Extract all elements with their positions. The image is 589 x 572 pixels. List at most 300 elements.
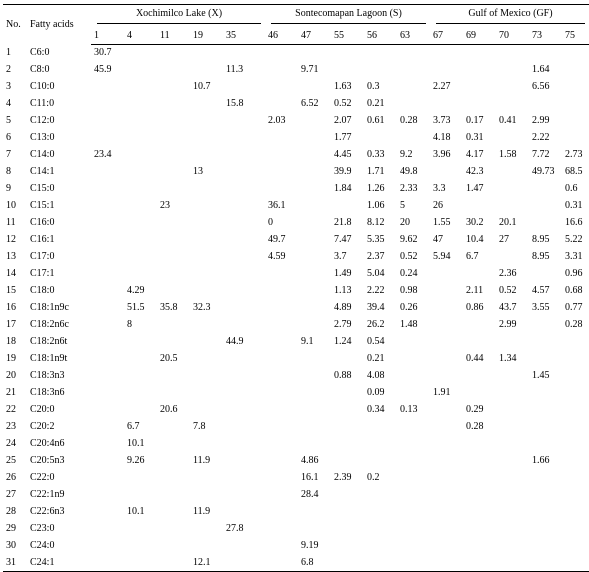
value-cell xyxy=(529,402,562,419)
column-header: 75 xyxy=(562,27,589,45)
value-cell xyxy=(529,45,562,62)
value-cell: 9.19 xyxy=(301,540,319,551)
value-cell: 1.71 xyxy=(367,166,385,177)
column-header: 4 xyxy=(124,27,157,45)
value-cell xyxy=(91,334,124,351)
value-cell xyxy=(223,198,265,215)
value-cell: 49.8 xyxy=(400,166,418,177)
value-cell: 2.73 xyxy=(565,149,583,160)
fatty-acid-name: C22:1n9 xyxy=(30,489,65,500)
fatty-acid-name: C18:0 xyxy=(30,285,55,296)
value-cell xyxy=(298,198,331,215)
value-cell: 6.7 xyxy=(466,251,479,262)
value-cell xyxy=(397,555,430,572)
table-row xyxy=(3,130,589,147)
value-cell xyxy=(190,538,223,555)
value-cell: 5.94 xyxy=(433,251,451,262)
value-cell xyxy=(190,487,223,504)
value-cell xyxy=(298,351,331,368)
value-cell xyxy=(529,555,562,572)
table-row xyxy=(3,317,589,334)
value-cell xyxy=(463,45,496,62)
value-cell xyxy=(265,351,298,368)
value-cell xyxy=(397,487,430,504)
value-cell xyxy=(124,181,157,198)
value-cell xyxy=(298,385,331,402)
group-header-sontecomapan xyxy=(265,5,430,28)
column-header: 55 xyxy=(331,27,364,45)
value-cell xyxy=(190,266,223,283)
value-cell xyxy=(223,130,265,147)
fatty-acid-name: C22:6n3 xyxy=(30,506,65,517)
value-cell xyxy=(496,368,529,385)
row-number: 26 xyxy=(6,472,16,483)
value-cell xyxy=(91,96,124,113)
value-cell: 0.54 xyxy=(367,336,385,347)
value-cell: 2.33 xyxy=(400,183,418,194)
row-number: 31 xyxy=(3,555,26,572)
value-cell: 0.88 xyxy=(334,370,352,381)
table-body xyxy=(3,45,589,572)
value-cell xyxy=(190,283,223,300)
value-cell: 42.3 xyxy=(466,166,484,177)
value-cell xyxy=(529,181,562,198)
value-cell: 1.91 xyxy=(433,387,451,398)
fatty-acid-name: C11:0 xyxy=(30,98,55,109)
value-cell: 1.47 xyxy=(466,183,484,194)
value-cell: 0.34 xyxy=(367,404,385,415)
value-cell xyxy=(124,266,157,283)
value-cell xyxy=(331,521,364,538)
value-cell: 20.6 xyxy=(160,404,178,415)
value-cell xyxy=(496,164,529,181)
value-cell xyxy=(529,334,562,351)
value-cell xyxy=(430,419,463,436)
value-cell: 1.06 xyxy=(367,200,385,211)
row-number: 9 xyxy=(6,183,11,194)
value-cell xyxy=(364,487,397,504)
value-cell xyxy=(397,453,430,470)
value-cell xyxy=(157,79,190,96)
fatty-acid-name: C17:0 xyxy=(30,251,55,262)
value-cell xyxy=(265,300,298,317)
value-cell xyxy=(397,130,430,147)
table-row xyxy=(3,555,589,572)
value-cell xyxy=(430,487,463,504)
value-cell xyxy=(157,419,190,436)
row-number: 21 xyxy=(6,387,16,398)
value-cell xyxy=(430,521,463,538)
value-cell xyxy=(562,470,589,487)
value-cell xyxy=(463,79,496,96)
value-cell xyxy=(562,130,589,147)
value-cell xyxy=(298,521,331,538)
row-number: 13 xyxy=(6,251,16,262)
value-cell: 6.8 xyxy=(298,555,331,572)
value-cell: 0.44 xyxy=(466,353,484,364)
value-cell xyxy=(298,504,331,521)
value-cell: 7.8 xyxy=(193,421,206,432)
row-number: 11 xyxy=(6,217,16,228)
value-cell xyxy=(190,249,223,266)
value-cell xyxy=(157,504,190,521)
column-header: 1 xyxy=(91,27,124,45)
value-cell xyxy=(430,538,463,555)
value-cell: 0.29 xyxy=(466,404,484,415)
value-cell xyxy=(331,62,364,79)
table-row xyxy=(3,419,589,436)
value-cell xyxy=(124,334,157,351)
value-cell xyxy=(562,334,589,351)
fatty-acid-name: C6:0 xyxy=(30,47,50,58)
value-cell xyxy=(124,487,157,504)
fatty-acid-name: C16:0 xyxy=(30,217,55,228)
value-cell xyxy=(364,419,397,436)
value-cell xyxy=(562,436,589,453)
value-cell xyxy=(223,504,265,521)
value-cell: 45.9 xyxy=(94,64,112,75)
value-cell: 9.62 xyxy=(400,234,418,245)
row-number: 14 xyxy=(6,268,16,279)
value-cell: 2.39 xyxy=(334,472,352,483)
value-cell: 4.57 xyxy=(532,285,550,296)
value-cell xyxy=(496,79,529,96)
value-cell xyxy=(397,470,430,487)
value-cell xyxy=(223,402,265,419)
value-cell: 0.68 xyxy=(565,285,583,296)
fatty-acid-name: C10:0 xyxy=(30,81,55,92)
value-cell xyxy=(265,487,298,504)
table-row xyxy=(3,351,589,368)
value-cell: 0.33 xyxy=(367,149,385,160)
value-cell xyxy=(430,504,463,521)
value-cell: 68.5 xyxy=(565,166,583,177)
value-cell xyxy=(223,555,265,572)
value-cell xyxy=(298,368,331,385)
value-cell xyxy=(298,164,331,181)
value-cell xyxy=(223,249,265,266)
value-cell: 11.3 xyxy=(226,64,244,75)
value-cell: 8.95 xyxy=(532,234,550,245)
value-cell xyxy=(364,521,397,538)
value-cell xyxy=(496,249,529,266)
value-cell xyxy=(91,368,124,385)
value-cell: 0.31 xyxy=(466,132,484,143)
value-cell xyxy=(223,317,265,334)
value-cell xyxy=(298,402,331,419)
table-row xyxy=(3,368,589,385)
value-cell: 8.95 xyxy=(532,251,550,262)
value-cell xyxy=(157,45,190,62)
value-cell xyxy=(157,521,190,538)
value-cell: 0.52 xyxy=(499,285,517,296)
value-cell xyxy=(496,538,529,555)
value-cell xyxy=(124,164,157,181)
value-cell xyxy=(223,368,265,385)
value-cell xyxy=(496,487,529,504)
value-cell: 3.7 xyxy=(334,251,347,262)
value-cell xyxy=(190,402,223,419)
value-cell: 3.55 xyxy=(532,302,550,313)
value-cell xyxy=(298,45,331,62)
value-cell xyxy=(265,521,298,538)
value-cell xyxy=(157,130,190,147)
row-number: 15 xyxy=(6,285,16,296)
value-cell: 3.3 xyxy=(433,183,446,194)
value-cell xyxy=(91,436,124,453)
group-header-xochimilco xyxy=(91,5,265,28)
value-cell xyxy=(562,521,589,538)
value-cell: 10.4 xyxy=(466,234,484,245)
value-cell xyxy=(265,368,298,385)
table-row xyxy=(3,538,589,555)
value-cell xyxy=(463,96,496,113)
value-cell xyxy=(529,96,562,113)
value-cell xyxy=(223,45,265,62)
value-cell xyxy=(265,504,298,521)
value-cell xyxy=(496,453,529,470)
table-row xyxy=(3,487,589,504)
value-cell: 15.8 xyxy=(226,98,244,109)
value-cell: 7.47 xyxy=(334,234,352,245)
row-number: 30 xyxy=(6,540,16,551)
value-cell xyxy=(562,385,589,402)
fatty-acid-name: C18:1n9c xyxy=(30,302,69,313)
value-cell xyxy=(157,147,190,164)
value-cell xyxy=(124,62,157,79)
value-cell xyxy=(91,487,124,504)
value-cell xyxy=(91,555,124,572)
value-cell xyxy=(190,62,223,79)
value-cell xyxy=(223,266,265,283)
fatty-acid-name: C18:3n3 xyxy=(30,370,65,381)
value-cell xyxy=(265,436,298,453)
column-header: 47 xyxy=(298,27,331,45)
column-header: 46 xyxy=(265,27,298,45)
value-cell: 1.66 xyxy=(532,455,550,466)
value-cell xyxy=(190,232,223,249)
value-cell: 0.28 xyxy=(400,115,418,126)
value-cell: 0 xyxy=(268,217,273,228)
value-cell xyxy=(124,538,157,555)
value-cell xyxy=(463,385,496,402)
value-cell: 3.73 xyxy=(433,115,451,126)
value-cell xyxy=(331,487,364,504)
value-cell xyxy=(157,317,190,334)
value-cell xyxy=(265,538,298,555)
value-cell xyxy=(91,385,124,402)
value-cell xyxy=(529,504,562,521)
value-cell xyxy=(397,351,430,368)
value-cell xyxy=(190,130,223,147)
value-cell xyxy=(331,453,364,470)
value-cell xyxy=(331,555,364,572)
value-cell: 8.12 xyxy=(367,217,385,228)
table-row xyxy=(3,470,589,487)
value-cell xyxy=(496,96,529,113)
value-cell xyxy=(397,436,430,453)
row-number: 19 xyxy=(6,353,16,364)
fatty-acid-name: C13:0 xyxy=(30,132,55,143)
value-cell xyxy=(562,351,589,368)
value-cell xyxy=(124,113,157,130)
value-cell xyxy=(496,504,529,521)
value-cell xyxy=(91,232,124,249)
value-cell xyxy=(562,368,589,385)
table-row xyxy=(3,402,589,419)
value-cell: 1.48 xyxy=(400,319,418,330)
value-cell xyxy=(223,453,265,470)
value-cell xyxy=(463,436,496,453)
value-cell: 1.84 xyxy=(334,183,352,194)
value-cell xyxy=(190,215,223,232)
value-cell: 0.31 xyxy=(565,200,583,211)
value-cell xyxy=(265,402,298,419)
value-cell xyxy=(124,79,157,96)
value-cell xyxy=(529,487,562,504)
value-cell xyxy=(496,555,529,572)
table-header xyxy=(3,5,589,45)
table-row xyxy=(3,385,589,402)
value-cell xyxy=(331,402,364,419)
value-cell xyxy=(529,470,562,487)
value-cell: 11.9 xyxy=(193,506,211,517)
value-cell: 6.7 xyxy=(127,421,140,432)
value-cell: 1.63 xyxy=(334,81,352,92)
row-number: 23 xyxy=(6,421,16,432)
value-cell: 23.4 xyxy=(94,149,112,160)
value-cell xyxy=(496,385,529,402)
value-cell: 0.61 xyxy=(367,115,385,126)
value-cell xyxy=(91,266,124,283)
value-cell xyxy=(529,351,562,368)
value-cell xyxy=(463,198,496,215)
value-cell xyxy=(529,521,562,538)
row-number: 7 xyxy=(6,149,11,160)
value-cell xyxy=(190,45,223,62)
value-cell: 1.45 xyxy=(532,370,550,381)
value-cell: 49.7 xyxy=(268,234,286,245)
value-cell xyxy=(190,436,223,453)
value-cell xyxy=(265,385,298,402)
value-cell xyxy=(562,487,589,504)
value-cell xyxy=(157,96,190,113)
value-cell xyxy=(157,232,190,249)
value-cell xyxy=(298,113,331,130)
value-cell xyxy=(124,96,157,113)
value-cell xyxy=(298,79,331,96)
value-cell xyxy=(331,385,364,402)
value-cell xyxy=(190,385,223,402)
value-cell xyxy=(364,45,397,62)
value-cell xyxy=(91,300,124,317)
value-cell: 27 xyxy=(499,234,509,245)
value-cell: 27.8 xyxy=(226,523,244,534)
value-cell: 13 xyxy=(193,166,203,177)
table-row xyxy=(3,334,589,351)
value-cell xyxy=(190,181,223,198)
value-cell: 39.9 xyxy=(334,166,352,177)
value-cell: 0.17 xyxy=(466,115,484,126)
value-cell: 0.77 xyxy=(565,302,583,313)
value-cell: 0.24 xyxy=(400,268,418,279)
value-cell: 1.24 xyxy=(334,336,352,347)
row-number: 22 xyxy=(6,404,16,415)
value-cell xyxy=(190,368,223,385)
value-cell xyxy=(430,266,463,283)
header-no: No. xyxy=(3,5,26,45)
value-cell xyxy=(124,232,157,249)
value-cell: 0.3 xyxy=(367,81,380,92)
value-cell: 1.64 xyxy=(532,64,550,75)
value-cell: 0.41 xyxy=(499,115,517,126)
value-cell xyxy=(265,266,298,283)
value-cell xyxy=(298,317,331,334)
value-cell: 16.1 xyxy=(301,472,319,483)
table-row xyxy=(3,79,589,96)
value-cell xyxy=(529,436,562,453)
value-cell: 2.07 xyxy=(334,115,352,126)
value-cell xyxy=(223,470,265,487)
value-cell xyxy=(157,368,190,385)
value-cell xyxy=(298,283,331,300)
fatty-acid-name: C14:0 xyxy=(30,149,55,160)
group-header-gulf-of-mexico xyxy=(430,5,589,28)
value-cell: 4.29 xyxy=(127,285,145,296)
value-cell xyxy=(223,419,265,436)
group-label-xochimilco: Xochimilco Lake (X) xyxy=(97,9,261,24)
row-number: 5 xyxy=(6,115,11,126)
fatty-acid-name: C17:1 xyxy=(30,268,55,279)
fatty-acid-name: C14:1 xyxy=(30,166,55,177)
value-cell: 20.1 xyxy=(499,217,517,228)
fatty-acid-name: C20:5n3 xyxy=(30,455,65,466)
value-cell: 0.28 xyxy=(565,319,583,330)
value-cell xyxy=(157,62,190,79)
value-cell xyxy=(157,555,190,572)
value-cell: 26 xyxy=(433,200,443,211)
table-row xyxy=(3,147,589,164)
value-cell: 0.52 xyxy=(400,251,418,262)
value-cell xyxy=(529,198,562,215)
value-cell xyxy=(496,181,529,198)
value-cell xyxy=(124,130,157,147)
value-cell: 36.1 xyxy=(268,200,286,211)
value-cell xyxy=(463,266,496,283)
value-cell xyxy=(430,555,463,572)
value-cell: 5 xyxy=(400,200,405,211)
table-row xyxy=(3,181,589,198)
value-cell xyxy=(463,453,496,470)
value-cell: 2.11 xyxy=(466,285,484,296)
value-cell xyxy=(430,470,463,487)
header-fatty-acids: Fatty acids xyxy=(26,5,91,45)
value-cell: 12.1 xyxy=(190,555,223,572)
value-cell xyxy=(91,521,124,538)
value-cell: 1.77 xyxy=(334,132,352,143)
value-cell: 3.96 xyxy=(433,149,451,160)
value-cell xyxy=(265,45,298,62)
value-cell xyxy=(223,300,265,317)
value-cell: 0.98 xyxy=(400,285,418,296)
value-cell xyxy=(124,351,157,368)
value-cell: 21.8 xyxy=(334,217,352,228)
value-cell xyxy=(223,181,265,198)
value-cell: 0.52 xyxy=(334,98,352,109)
value-cell: 39.4 xyxy=(367,302,385,313)
value-cell xyxy=(91,249,124,266)
value-cell xyxy=(91,79,124,96)
